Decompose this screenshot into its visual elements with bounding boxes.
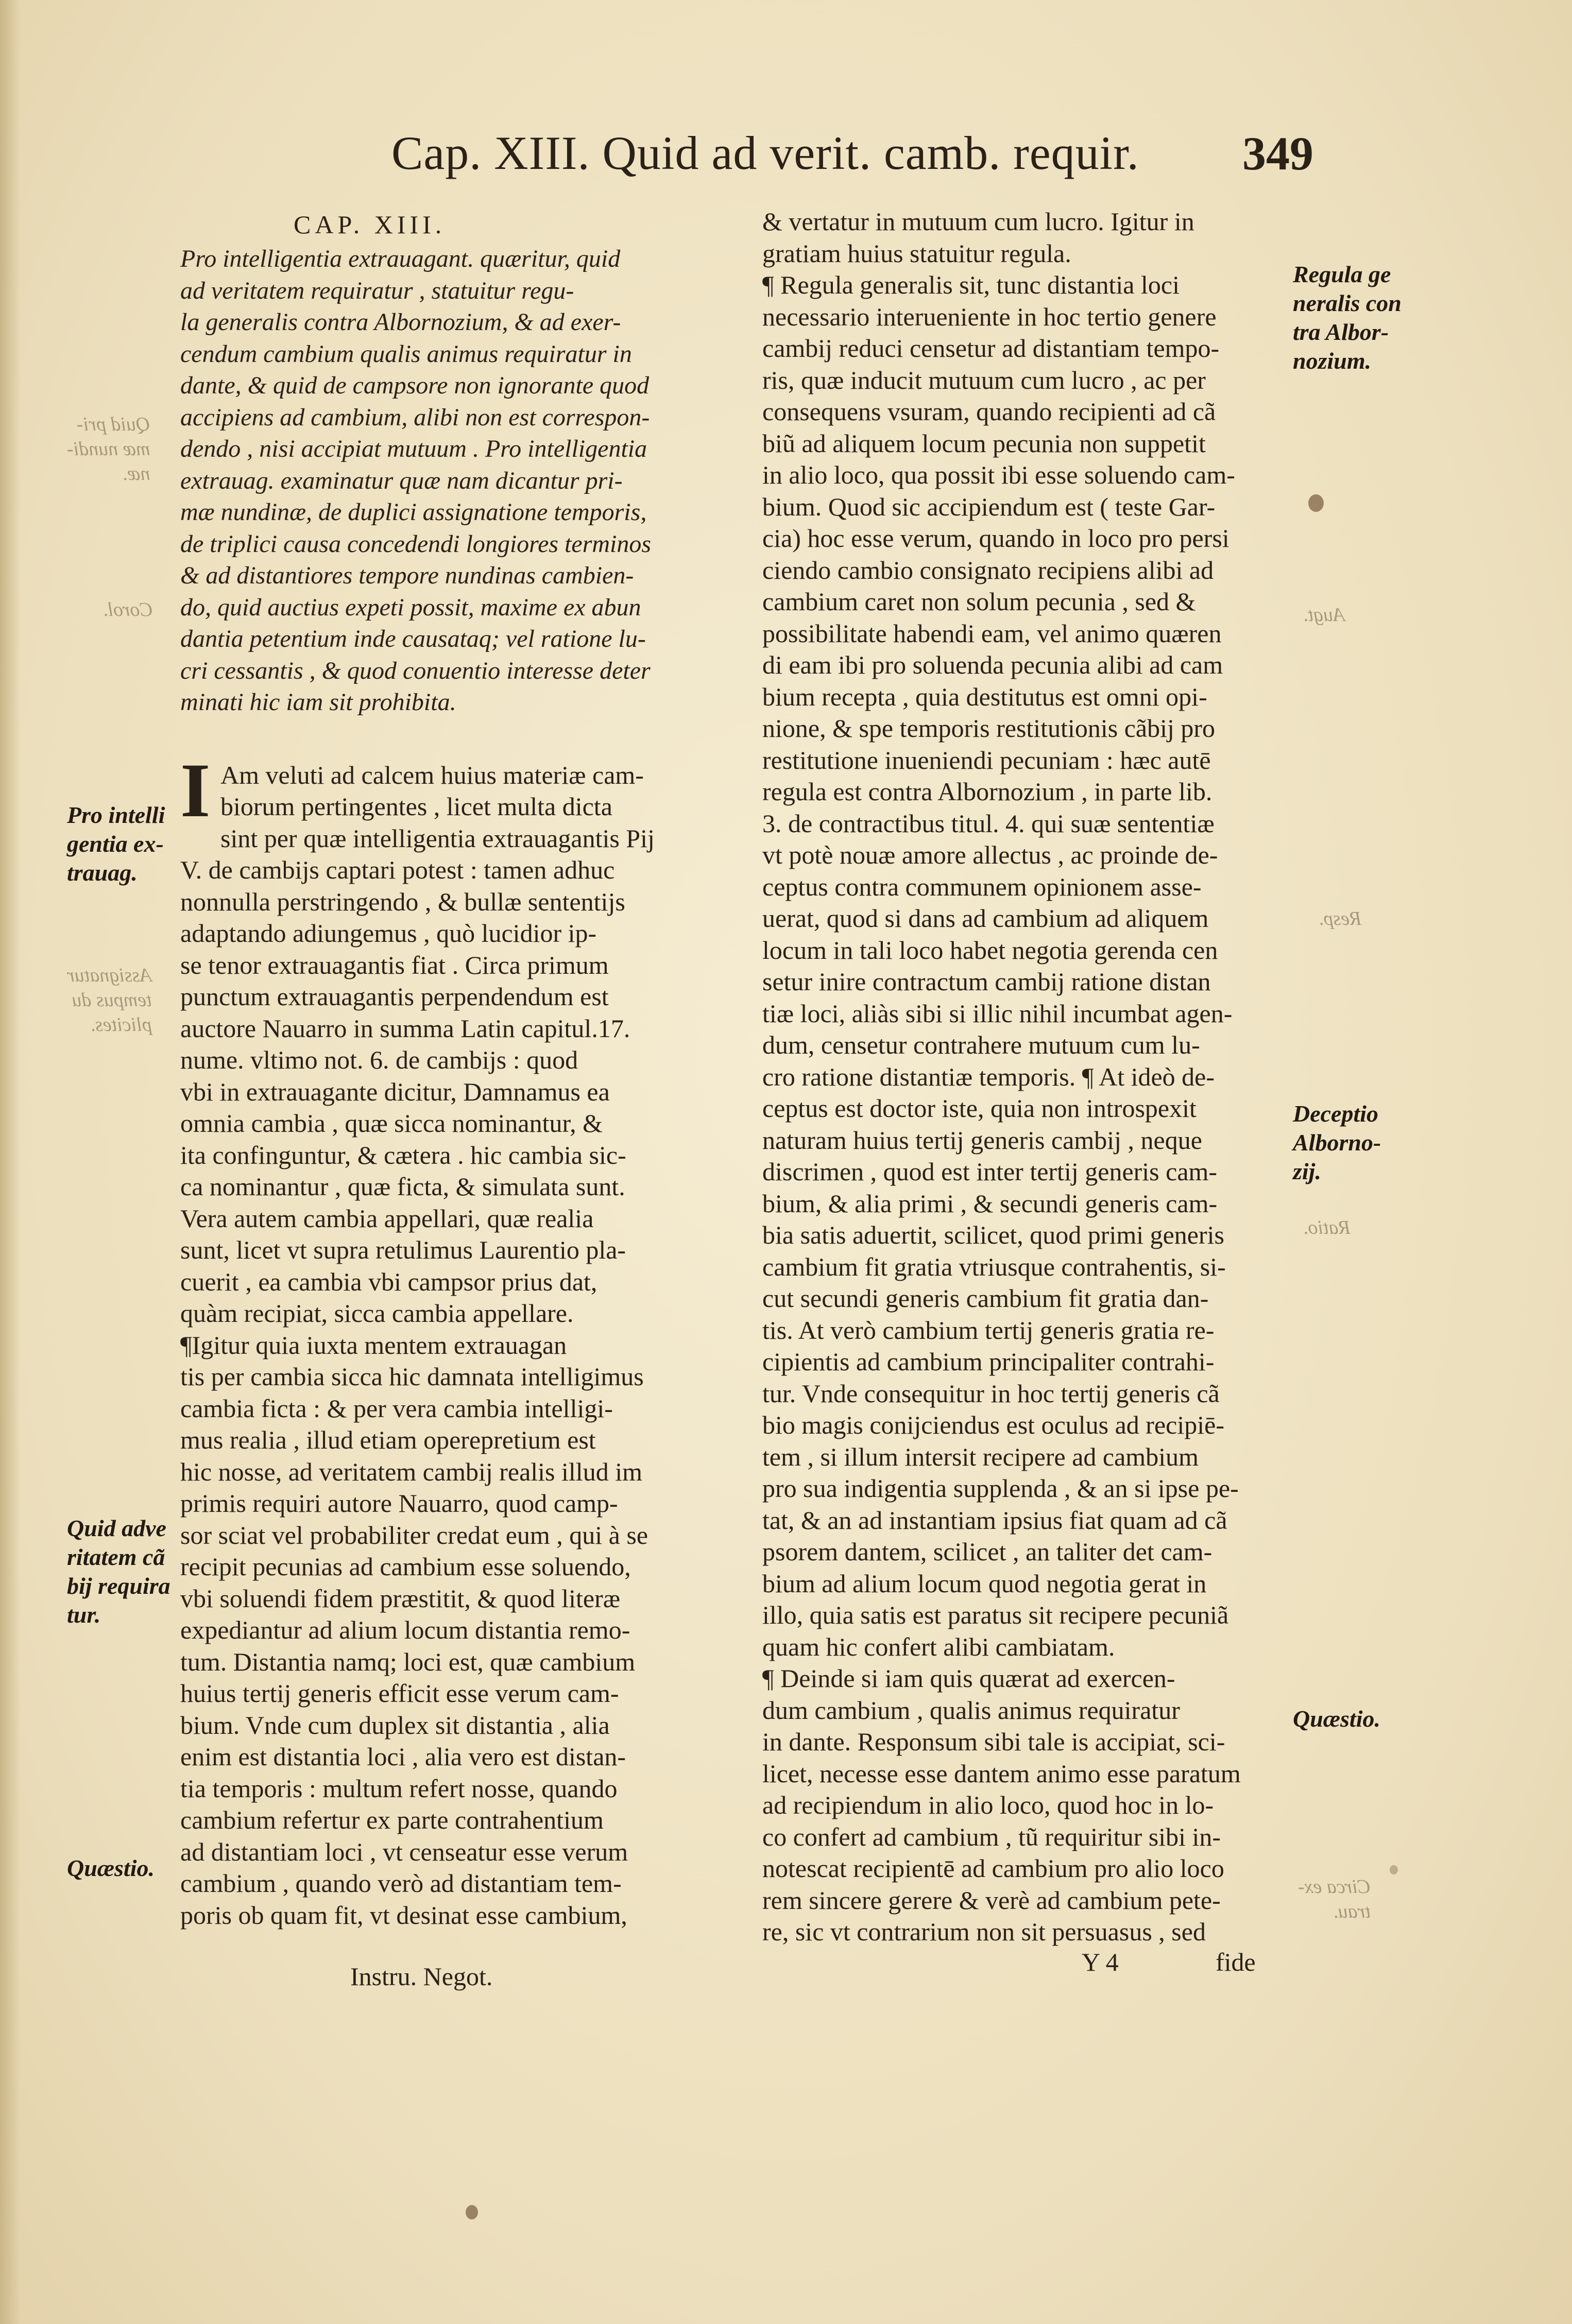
body-line: tem , si illum intersit recipere ad cambium (762, 1442, 1199, 1471)
body-line: sint per quæ intelligentia extrauagantis Pij (220, 823, 655, 853)
body-line: sunt, licet vt supra retulimus Laurentio pla- (180, 1235, 626, 1264)
body-line: co confert ad cambium , tũ requiritur sibi in- (762, 1822, 1221, 1851)
body-line: vbi soluendi fidem præstitit, & quod literæ (180, 1583, 621, 1613)
margin-note-quaestio-right: Quæstio. (1293, 1706, 1380, 1732)
body-line: Am veluti ad calcem huius materiæ cam- (220, 760, 644, 789)
body-line: possibilitate habendi eam, vel animo quæren (762, 618, 1222, 648)
summary-line: dantia petentium inde causataq; vel ratione lu- (180, 625, 646, 652)
body-line: adaptando adiungemus , quò lucidior ip- (180, 919, 597, 948)
ink-stain (1308, 494, 1324, 512)
body-line: quam hic confert alibi cambiatam. (762, 1632, 1115, 1661)
body-line: omnia cambia , quæ sicca nominantur, & (180, 1109, 603, 1138)
body-line: bio magis conijciendus est oculus ad recipiē- (762, 1410, 1224, 1439)
body-line: psorem dantem, scilicet , an taliter det cam- (762, 1537, 1212, 1566)
show-through-note: Assignatur tempus du plicites. (67, 965, 152, 1036)
body-line: ceptus est doctor iste, quia non introspexit (762, 1094, 1197, 1123)
show-through-note: Circa ex- trau. (1298, 1876, 1371, 1922)
body-line: auctore Nauarro in summa Latin capitul.17. (180, 1013, 630, 1043)
summary-line: do, quid auctius expeti possit, maxime ex abun (180, 593, 641, 621)
ink-stain (1390, 1865, 1398, 1874)
body-line: & vertatur in mutuum cum lucro. Igitur in (762, 207, 1194, 236)
body-line: restitutione inueniendi pecuniam : hæc autē (762, 745, 1211, 774)
body-line: cipientis ad cambium principaliter contrahi- (762, 1347, 1215, 1376)
body-line: poris ob quam fit, vt desinat esse cambium, (180, 1900, 627, 1930)
summary-line: dendo , nisi accipiat mutuum . Pro intelligentia (180, 435, 647, 462)
body-line: illo, quia satis est paratus sit recipere pecuniã (762, 1600, 1229, 1629)
body-line: cambium , quando verò ad distantiam tem- (180, 1869, 622, 1898)
body-line: quàm recipiat, sicca cambia appellare. (180, 1299, 574, 1328)
show-through-note: Ratio. (1303, 1217, 1351, 1238)
margin-note-quaestio-left: Quæstio. (67, 1855, 155, 1881)
body-line: regula est contra Albornozium , in parte lib. (762, 777, 1212, 806)
chapter-heading: CAP. XIII. (294, 210, 446, 239)
summary-line: Pro intelligentia extrauagant. quæritur, quid (180, 245, 621, 272)
body-line: biũ ad aliquem locum pecunia non suppetit (762, 428, 1206, 458)
body-line: se tenor extrauagantis fiat . Circa primum (180, 950, 609, 979)
signature-mark: Y 4 (1082, 1948, 1119, 1976)
body-line: cuerit , ea cambia vbi campsor prius dat, (180, 1267, 597, 1296)
running-head: Cap. XIII. Quid ad verit. camb. requir. (391, 127, 1139, 179)
margin-note-regula-generalis: Regula ge neralis con tra Albor- nozium. (1293, 261, 1402, 374)
body-line: licet, necesse esse dantem animo esse paratum (762, 1759, 1241, 1788)
body-line: bium, & alia primi , & secundi generis cam- (762, 1189, 1218, 1218)
body-line: naturam huius tertij generis cambij , neque (762, 1125, 1202, 1155)
body-line: nume. vltimo not. 6. de cambijs : quod (180, 1045, 578, 1074)
body-line: ris, quæ inducit mutuum cum lucro , ac per (762, 365, 1206, 394)
body-line: dum, censetur contrahere mutuum cum lu- (762, 1030, 1200, 1059)
summary-line: minati hic iam sit prohibita. (180, 688, 456, 716)
body-line: huius tertij generis efficit esse verum cam- (180, 1679, 619, 1708)
body-line: tur. Vnde consequitur in hoc tertij generis cã (762, 1379, 1220, 1408)
margin-note-deceptio-albornozij: Deceptio Alborno- zij. (1293, 1100, 1381, 1184)
body-line: 3. de contractibus titul. 4. qui suæ sententiæ (762, 808, 1215, 838)
body-line: uerat, quod si dans ad cambium ad aliquem (762, 904, 1209, 933)
summary-line: de triplici causa concedendi longiores terminos (180, 530, 652, 558)
body-line: cambium caret non solum pecunia , sed & (762, 587, 1196, 616)
body-line: mus realia , illud etiam operepretium est (180, 1425, 596, 1454)
body-line: tis per cambia sicca hic damnata intelligimus (180, 1362, 644, 1391)
body-line: cambia ficta : & per vera cambia intelligi- (180, 1393, 613, 1423)
body-line: cut secundi generis cambium fit gratia dan- (762, 1284, 1209, 1313)
body-line: discrimen , quod est inter tertij generis cam- (762, 1157, 1218, 1186)
body-line: V. de cambijs captari potest : tamen adhuc (180, 855, 615, 884)
summary-line: extrauag. examinatur quæ nam dicantur pri- (180, 467, 623, 494)
summary-line: mæ nundinæ, de duplici assignatione temporis, (180, 498, 647, 526)
body-line: ceptus contra communem opinionem asse- (762, 872, 1202, 901)
body-line: cro ratione distantiæ temporis. ¶ At ideò de- (762, 1062, 1215, 1091)
body-line: re, sic vt contrarium non sit persuasus , sed (762, 1917, 1206, 1946)
body-line: ciendo cambio consignato recipiens alibi ad (762, 555, 1214, 584)
body-line: punctum extrauagantis perpendendum est (180, 982, 609, 1011)
body-line: bium. Quod sic accipiendum est ( teste Gar- (762, 492, 1216, 521)
body-line: recipit pecunias ad cambium esse soluendo, (180, 1552, 631, 1581)
body-line: bium recepta , quia destitutus est omni opi- (762, 682, 1207, 711)
body-line: bium. Vnde cum duplex sit distantia , alia (180, 1710, 610, 1740)
summary-line: dante, & quid de campsore non ignorante quod (180, 372, 650, 399)
margin-note-quid-ad-veritatem: Quid adve ritatem cã bij requira tur. (67, 1515, 170, 1628)
body-line: di eam ibi pro soluenda pecunia alibi ad cam (762, 650, 1223, 679)
body-line: consequens vsuram, quando recipienti ad cã (762, 397, 1216, 426)
body-line: nione, & spe temporis restitutionis cãbij pro (762, 714, 1216, 743)
body-line: gratiam huius statuitur regula. (762, 238, 1071, 268)
left-body-text (180, 747, 721, 1932)
summary-line: cendum cambium qualis animus requiratur in (180, 340, 632, 368)
body-line: vbi in extrauagante dicitur, Damnamus ea (180, 1077, 610, 1106)
body-line: cambium refertur ex parte contrahentium (180, 1805, 604, 1834)
body-line: tum. Distantia namq; loci est, quæ cambium (180, 1647, 636, 1676)
summary-line: & ad distantiores tempore nundinas cambien- (180, 562, 634, 589)
body-line: pro sua indigentia supplenda , & an si ipse pe- (762, 1474, 1239, 1503)
chapter-summary (180, 243, 721, 718)
summary-line: la generalis contra Albornozium, & ad exer- (180, 308, 621, 336)
body-line: ad distantiam loci , vt censeatur esse verum (180, 1837, 628, 1866)
body-line: ¶ Deinde si iam quis quærat ad exercen- (762, 1664, 1175, 1693)
body-line: ita confinguntur, & cætera . hic cambia sic- (180, 1140, 626, 1169)
page-edge-shadow (0, 0, 21, 2324)
body-line: primis requiri autore Nauarro, quod camp- (180, 1489, 618, 1518)
body-line: cambium fit gratia vtriusque contrahentis, si- (762, 1252, 1226, 1281)
body-line: Vera autem cambia appellari, quæ realia (180, 1203, 594, 1233)
body-line: hic nosse, ad veritatem cambij realis illud im (180, 1457, 642, 1486)
body-line: notescat recipientē ad cambium pro alio loco (762, 1854, 1224, 1883)
body-line: expediantur ad alium locum distantia remo- (180, 1615, 630, 1644)
show-through-note: Resp. (1319, 908, 1362, 929)
folio-number: 349 (1242, 127, 1313, 180)
body-line: enim est distantia loci , alia vero est distan- (180, 1742, 626, 1771)
body-line: locum in tali loco habet negotia gerenda cen (762, 935, 1218, 965)
body-line: biorum pertingentes , licet multa dicta (220, 792, 612, 821)
summary-line: cri cessantis , & quod conuentio interesse deter (180, 657, 651, 684)
margin-note-pro-intelligentia: Pro intelli gentia ex- trauag. (67, 802, 165, 886)
body-line: cambij reduci censetur ad distantiam tempo- (762, 334, 1220, 363)
show-through-note: Quid pri- mæ nundi- næ. (67, 414, 150, 485)
summary-line: accipiens ad cambium, alibi non est correspon- (180, 403, 650, 431)
body-line: necessario interueniente in hoc tertio genere (762, 302, 1217, 331)
body-line: vt potè nouæ amore allectus , ac proinde de- (762, 840, 1218, 869)
body-line: dum cambium , qualis animus requiratur (762, 1695, 1180, 1725)
show-through-note: Augt. (1303, 604, 1345, 626)
body-line: setur inire contractum cambij ratione distan (762, 967, 1211, 996)
body-line: tat, & an ad instantiam ipsius fiat quam ad cã (762, 1505, 1227, 1535)
body-line: cia) hoc esse verum, quando in loco pro persi (762, 524, 1229, 553)
ink-stain (466, 2205, 478, 2219)
left-catchword: Instru. Negot. (350, 1962, 493, 1991)
body-line: tia temporis : multum refert nosse, quando (180, 1774, 618, 1803)
body-line: tiæ loci, aliàs sibi si illic nihil incumbat agen- (762, 999, 1233, 1028)
right-column (762, 206, 1303, 1948)
right-catchword: fide (1216, 1948, 1256, 1976)
body-line: bium ad alium locum quod negotia gerat in (762, 1569, 1207, 1598)
drop-capital: I (180, 747, 211, 833)
summary-line: ad veritatem requiratur , statuitur regu- (180, 277, 574, 304)
body-line: rem sincere gerere & verè ad cambium pete- (762, 1885, 1221, 1915)
body-line: in alio loco, qua possit ibi esse soluendo cam- (762, 460, 1235, 489)
left-column (180, 206, 721, 1931)
show-through-note: Corol. (103, 599, 153, 621)
body-line: ad recipiendum in alio loco, quod hoc in lo- (762, 1791, 1214, 1819)
body-line: in dante. Responsum sibi tale is accipiat, sci- (762, 1727, 1225, 1756)
body-line: tis. At verò cambium tertij generis gratia re- (762, 1315, 1215, 1345)
body-line: ¶Igitur quia iuxta mentem extrauagan (180, 1330, 567, 1359)
body-line: bia satis aduertit, scilicet, quod primi generis (762, 1220, 1224, 1249)
body-line: nonnulla perstringendo , & bullæ sententijs (180, 887, 625, 916)
body-line: sor sciat vel probabiliter credat eum , qui à se (180, 1520, 648, 1550)
body-line: ¶ Regula generalis sit, tunc distantia loci (762, 270, 1180, 299)
body-line: ca nominantur , quæ ficta, & simulata sunt. (180, 1172, 625, 1201)
